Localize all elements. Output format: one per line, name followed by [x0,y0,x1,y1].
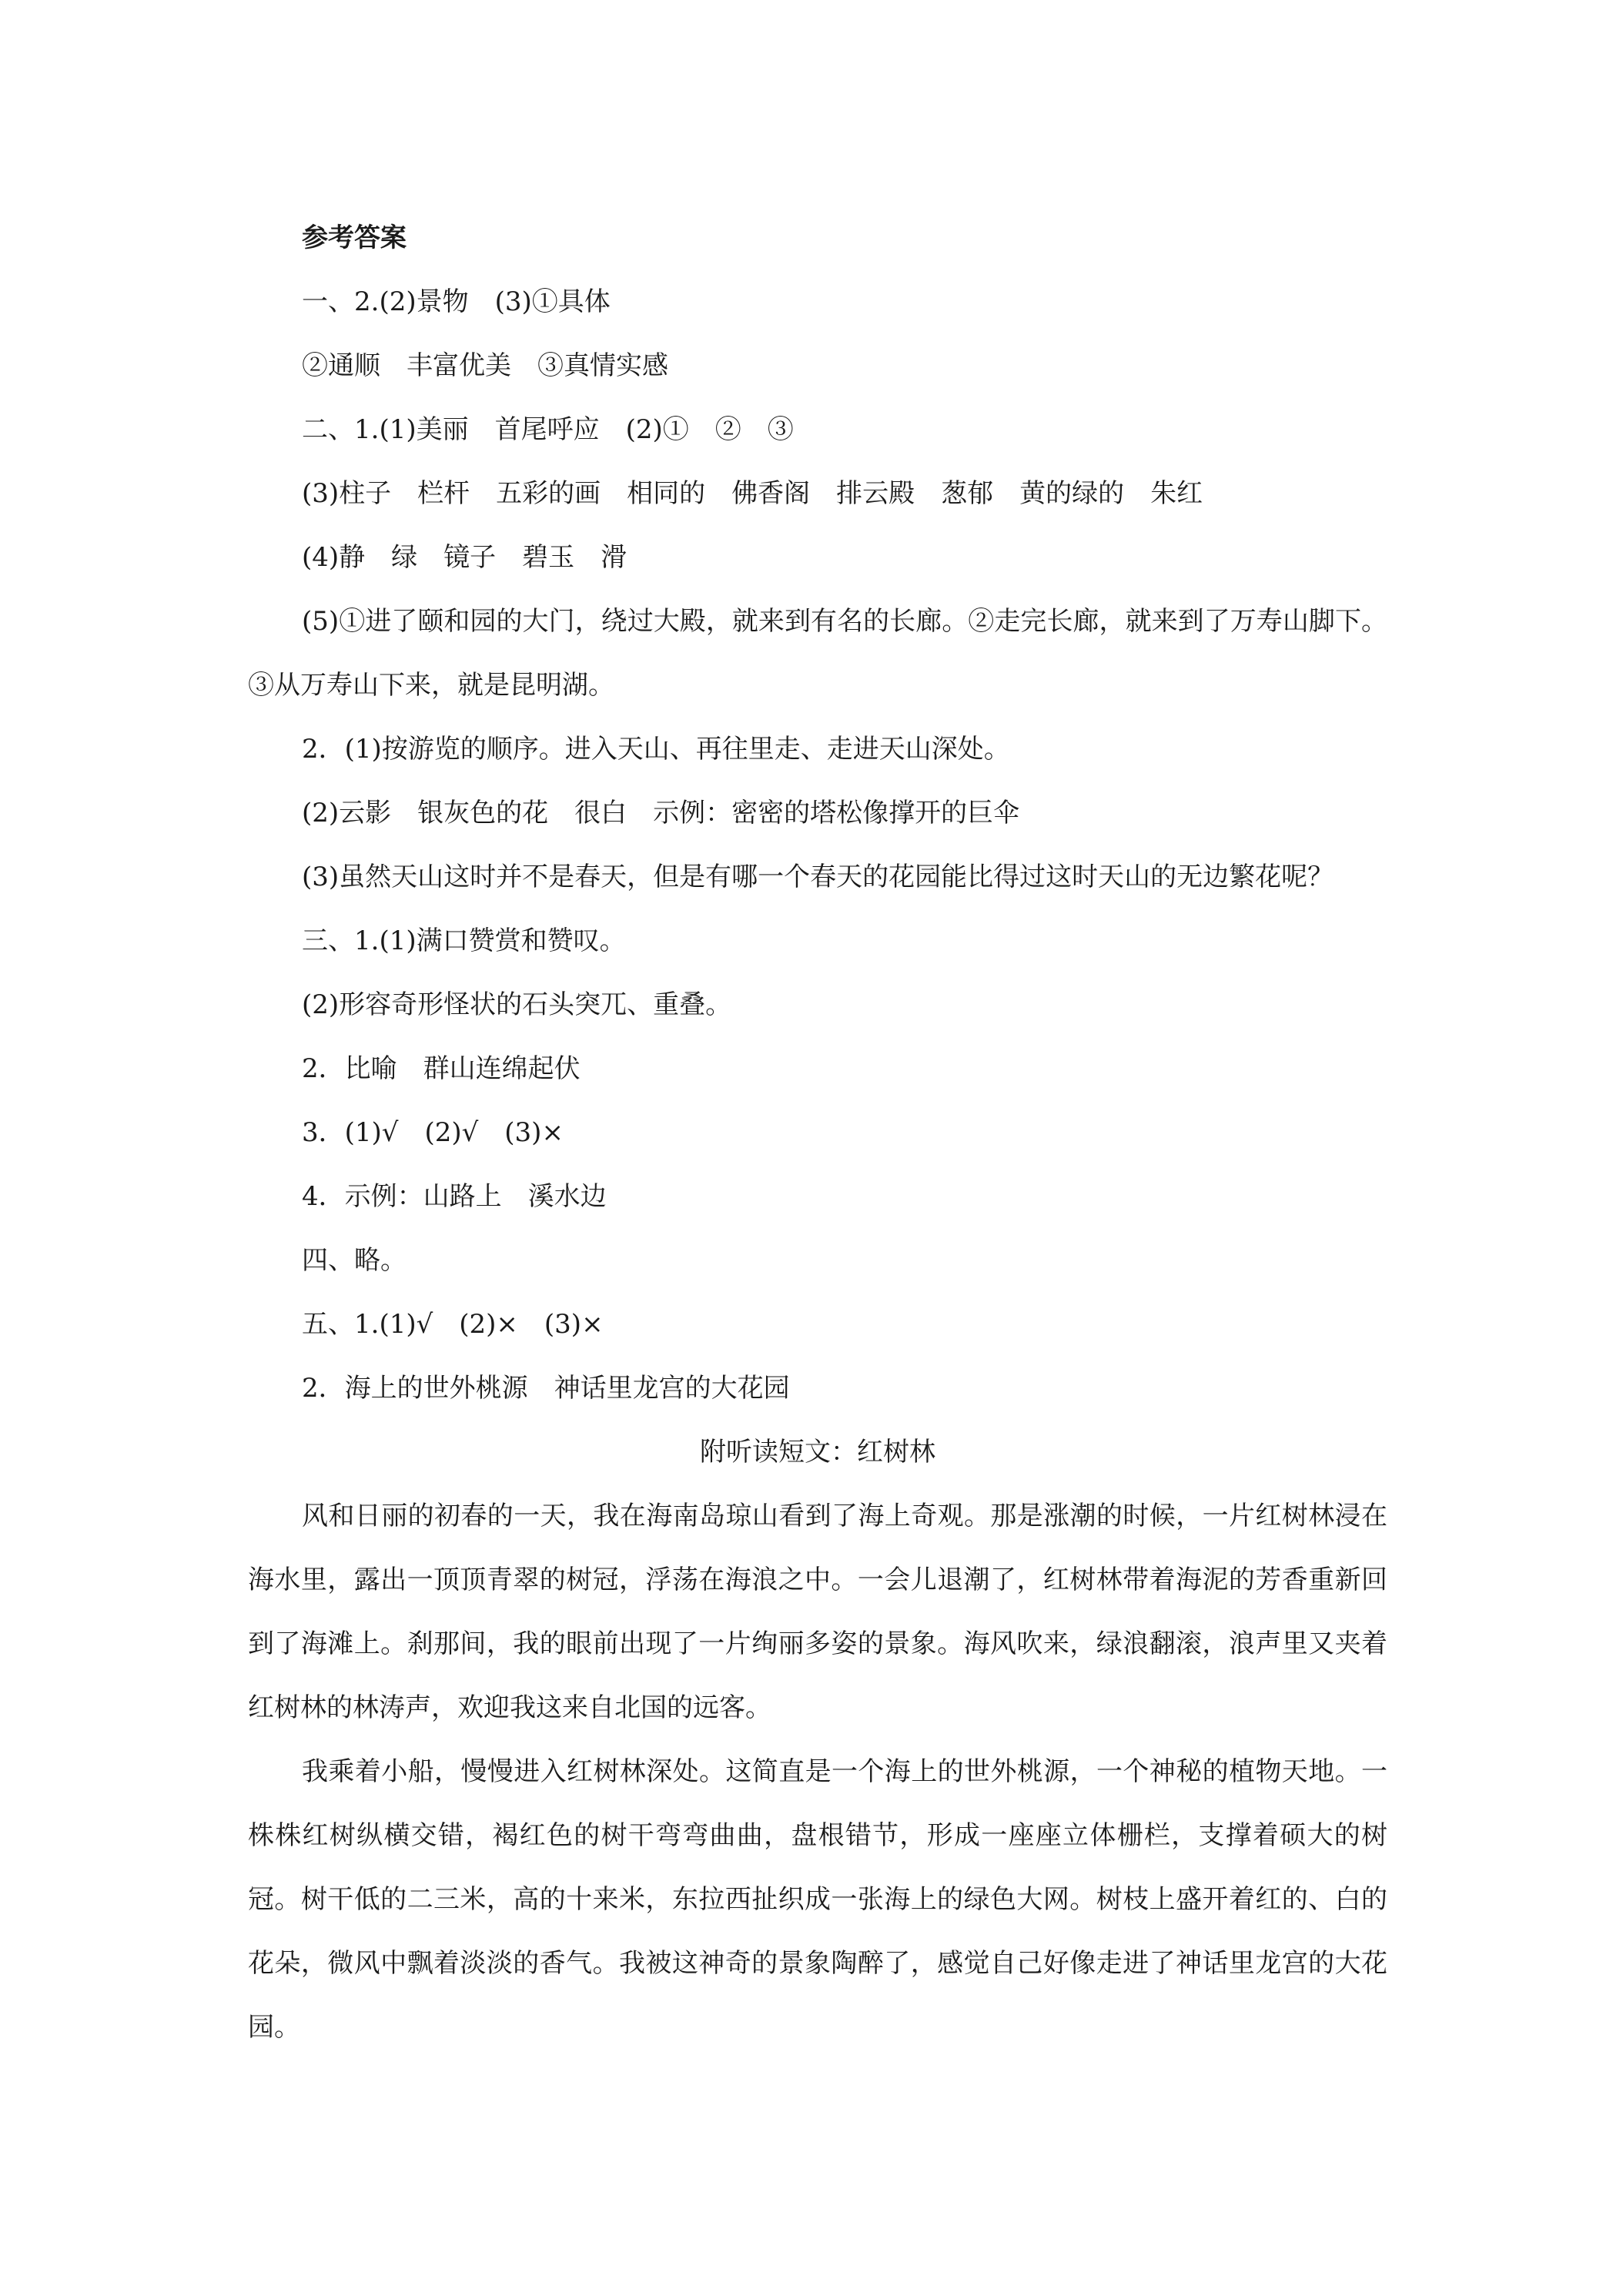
answer-line: (3)柱子 栏杆 五彩的画 相同的 佛香阁 排云殿 葱郁 黄的绿的 朱红 [302,478,1203,509]
appendix-paragraph: 风和日丽的初春的一天，我在海南岛琼山看到了海上奇观。那是涨潮的时候，一片红树林浸在海水里，露出一顶顶青翠的树冠，浮荡在海浪之中。一会儿退潮了，红树林带着海泥的芳香重新回到了海滩上。刹那间，我的眼前出现了一片绚丽多姿的景象。海风吹来，绿浪翻滚，浪声里又夹着红树林的林涛声，欢迎我这来自北国的远客。 [248,1501,1387,1723]
answer-line: 2．海上的世外桃源 神话里龙宫的大花园 [302,1373,790,1404]
answer-line: 二、1.(1)美丽 首尾呼应 (2)① ② ③ [302,414,794,445]
answer-line: 三、1.(1)满口赞赏和赞叹。 [302,925,626,956]
answer-line: 2．比喻 群山连绵起伏 [302,1053,581,1084]
answer-line: 3．(1)√ (2)√ (3)× [302,1117,564,1148]
answer-line: 一、2.(2)景物 (3)①具体 [302,286,611,317]
appendix-heading: 附听读短文：红树林 [700,1437,935,1468]
answer-line: 2．(1)按游览的顺序。进入天山、再往里走、走进天山深处。 [302,734,1010,765]
answer-line: 五、1.(1)√ (2)× (3)× [302,1309,604,1340]
answer-line: 4．示例：山路上 溪水边 [302,1181,607,1212]
answer-line: (2)形容奇形怪状的石头突兀、重叠。 [302,989,732,1020]
answer-paragraph: (3)虽然天山这时并不是春天，但是有哪一个春天的花园能比得过这时天山的无边繁花呢？ [302,862,1334,892]
answer-paragraph: (5)①进了颐和园的大门，绕过大殿，就来到有名的长廊。②走完长廊，就来到了万寿山脚下。③从万寿山下来，就是昆明湖。 [248,606,1387,701]
answer-line: (4)静 绿 镜子 碧玉 滑 [302,542,627,573]
answer-line: (2)云影 银灰色的花 很白 示例：密密的塔松像撑开的巨伞 [302,798,1020,828]
answer-line: ②通顺 丰富优美 ③真情实感 [302,350,668,381]
answer-line: 四、略。 [302,1245,407,1276]
answer-sheet [248,206,1387,2060]
appendix-paragraph: 我乘着小船，慢慢进入红树林深处。这简直是一个海上的世外桃源，一个神秘的植物天地。一株株红树纵横交错，褐红色的树干弯弯曲曲，盘根错节，形成一座座立体栅栏，支撑着硕大的树冠。树干低的二三米，高的十来米，东拉西扯织成一张海上的绿色大网。树枝上盛开着红的、白的花朵，微风中飘着淡淡的香气。我被这神奇的景象陶醉了，感觉自己好像走进了神话里龙宫的大花园。 [248,1756,1387,2043]
page-title: 参考答案 [302,223,407,253]
